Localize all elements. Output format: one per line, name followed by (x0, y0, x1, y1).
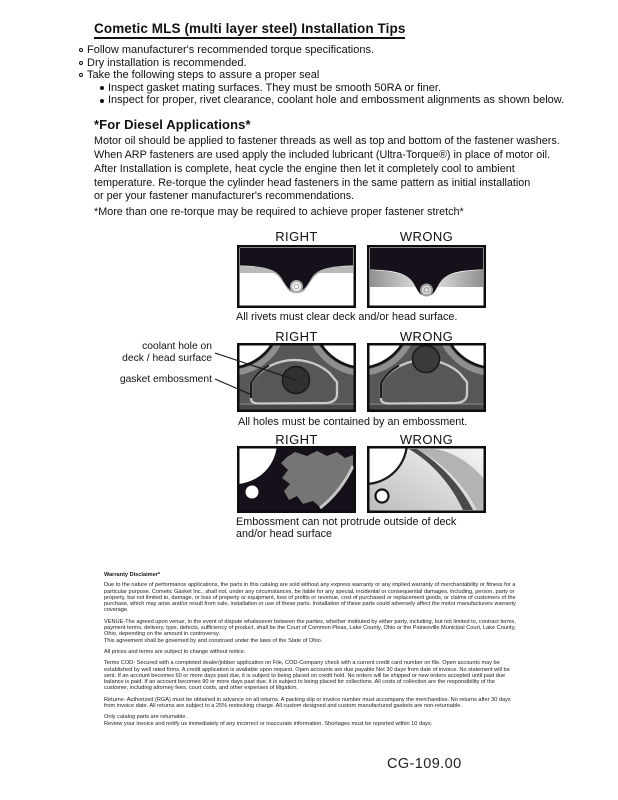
wrong-label: WRONG (399, 329, 454, 344)
bullet-text: Inspect gasket mating surfaces. They must be smooth 50RA or finer. (108, 81, 442, 94)
wrong-label: WRONG (399, 229, 454, 244)
right-label: RIGHT (275, 229, 318, 244)
row1-caption: All rivets must clear deck and/or head surface. (236, 311, 458, 323)
diesel-paragraph-1 (94, 135, 560, 162)
embossment-wrong-diagram (367, 343, 486, 412)
disclaimer-paragraph: This agreement shall be governed by and construed under the laws of the State of Ohio. (104, 637, 323, 644)
right-label: RIGHT (275, 329, 318, 344)
right-label: RIGHT (275, 432, 318, 447)
paragraph-line: temperature. Re-torque the cylinder head fasteners in the same pattern as initial installation (94, 176, 531, 189)
warranty-disclaimer (104, 572, 518, 727)
disclaimer-paragraph: Returns- Authorized (RGA) must be obtained in advance on all returns. A packing slip or invoice number must accompany the merchandise. No returns after 30 days from invoice date. All returns are subject to a 25% restocking charge. All custom designed and custom manufactured gaskets are non-returnable. (104, 696, 511, 710)
bullet-text: Inspect for proper, rivet clearance, coolant hole and embossment alignments as shown below. (108, 94, 565, 107)
protrusion-right-diagram (237, 446, 356, 513)
protrusion-right-svg (237, 446, 356, 513)
open-bullet-icon (79, 73, 83, 77)
disclaimer-paragraph: VENUE-The agreed upon venue, in the event of dispute whatsoever between the parties, whether instituted by either party, including, but not limited to, contract terms, payment terms, delivery, type, defects, sufficiency of product, shall be the Court of Common Pleas, Lake County, Ohio or the Painesville Municipal Court, Lake County, Ohio, depending on the amount in controversy. (104, 618, 516, 638)
rivet-right-diagram (237, 245, 356, 308)
row3-caption-line2: and/or head surface (236, 528, 333, 540)
rivet-wrong-diagram (367, 245, 486, 308)
label-line: coolant hole on (142, 341, 212, 352)
paragraph-line: or per your fastener manufacturer's recommendations. (94, 190, 355, 203)
paragraph-line: Motor oil should be applied to fastener threads as well as top and bottom of the fastener washers. (94, 135, 560, 147)
bullet-text: Take the following steps to assure a proper seal (87, 69, 320, 82)
diesel-paragraph-2 (94, 163, 530, 204)
protrusion-wrong-svg (367, 446, 486, 513)
paragraph-line: After Installation is complete, heat cycle the engine then let it completely cool to ambient (94, 163, 515, 175)
page-number: CG-109.00 (387, 756, 462, 772)
embossment-wrong-svg (367, 343, 486, 412)
bullet-item (79, 44, 564, 57)
page-title: Cometic MLS (multi layer steel) Installation Tips (94, 21, 405, 39)
row2-caption: All holes must be contained by an embossment. (238, 416, 468, 428)
bullet-text: Dry installation is recommended. (87, 56, 247, 69)
disclaimer-paragraph: All prices and terms are subject to change without notice. (104, 648, 246, 655)
sub-bullet-item (79, 94, 564, 107)
filled-bullet-icon (100, 86, 104, 90)
disclaimer-paragraph: Only catalog parts are returnable. (104, 714, 188, 721)
bullet-item (79, 69, 564, 82)
tips-list (79, 44, 564, 107)
wrong-label: WRONG (399, 432, 454, 447)
sub-bullet-item (79, 82, 564, 95)
disclaimer-heading: Warranty Disclaimer* (104, 572, 161, 578)
disclaimer-paragraph: Review your invoice and notify us immediately of any incorrect or inaccurate information. Shortages must be reported within 10 days. (104, 720, 433, 727)
filled-bullet-icon (100, 99, 104, 103)
paragraph-line: When ARP fasteners are used apply the included lubricant (Ultra-Torque®) in place of motor oil. (94, 148, 551, 161)
open-bullet-icon (79, 61, 83, 65)
gasket-embossment-label: gasket embossment (119, 374, 212, 385)
diesel-heading: *For Diesel Applications* (94, 117, 251, 132)
row3-caption-line1: Embossment can not protrude outside of deck (236, 516, 457, 528)
disclaimer-paragraph: Terms COD- Secured with a completed dealer/jobber application on File, COD-Company check with a current credit card number on file. Open accounts may be established by well rated firms. A credit application is available upon request. Open accounts are due payable Net 30 days from date of invoice. No statement will be sent. If an account becomes 60 or more days past due, it is subject to being placed on credit hold. No orders will be shipped or new orders accepted until past due balance is paid. If an account becomes 90 or more days past due, it is subject to being placed for collections. All costs of collection are the responsibility of the customer, including attorney fees, court costs, and other expenses of litigation. (104, 660, 510, 692)
leader-lines (118, 336, 318, 406)
protrusion-wrong-diagram (367, 446, 486, 513)
rivet-right-svg (237, 245, 356, 308)
label-line: deck / head surface (122, 352, 212, 364)
disclaimer-paragraph: Due to the nature of performance applications, the parts in this catalog are sold without any express warranty or any implied warranty of merchantability or fitness for a particular purpose. Cometic Gasket Inc., shall not, under any circumstances, be liable for any special, incidental or consequential damages, including, person, party or property, but not limited to, damage, or loss of property or equipment, loss of profits or revenue, cost of purchased or replacement goods, or claims of customers of the purchase, which may arise and/or result from sale, installation or use of these parts. Installation of these parts could adversely affect the motor manufacturers warranty coverage. (104, 582, 516, 614)
bullet-item (79, 57, 564, 70)
rivet-wrong-svg (367, 245, 486, 308)
open-bullet-icon (79, 48, 83, 52)
bullet-text: Follow manufacturer's recommended torque specifications. (87, 44, 375, 56)
diesel-paragraph-3: *More than one re-torque may be required to achieve proper fastener stretch* (94, 206, 464, 218)
